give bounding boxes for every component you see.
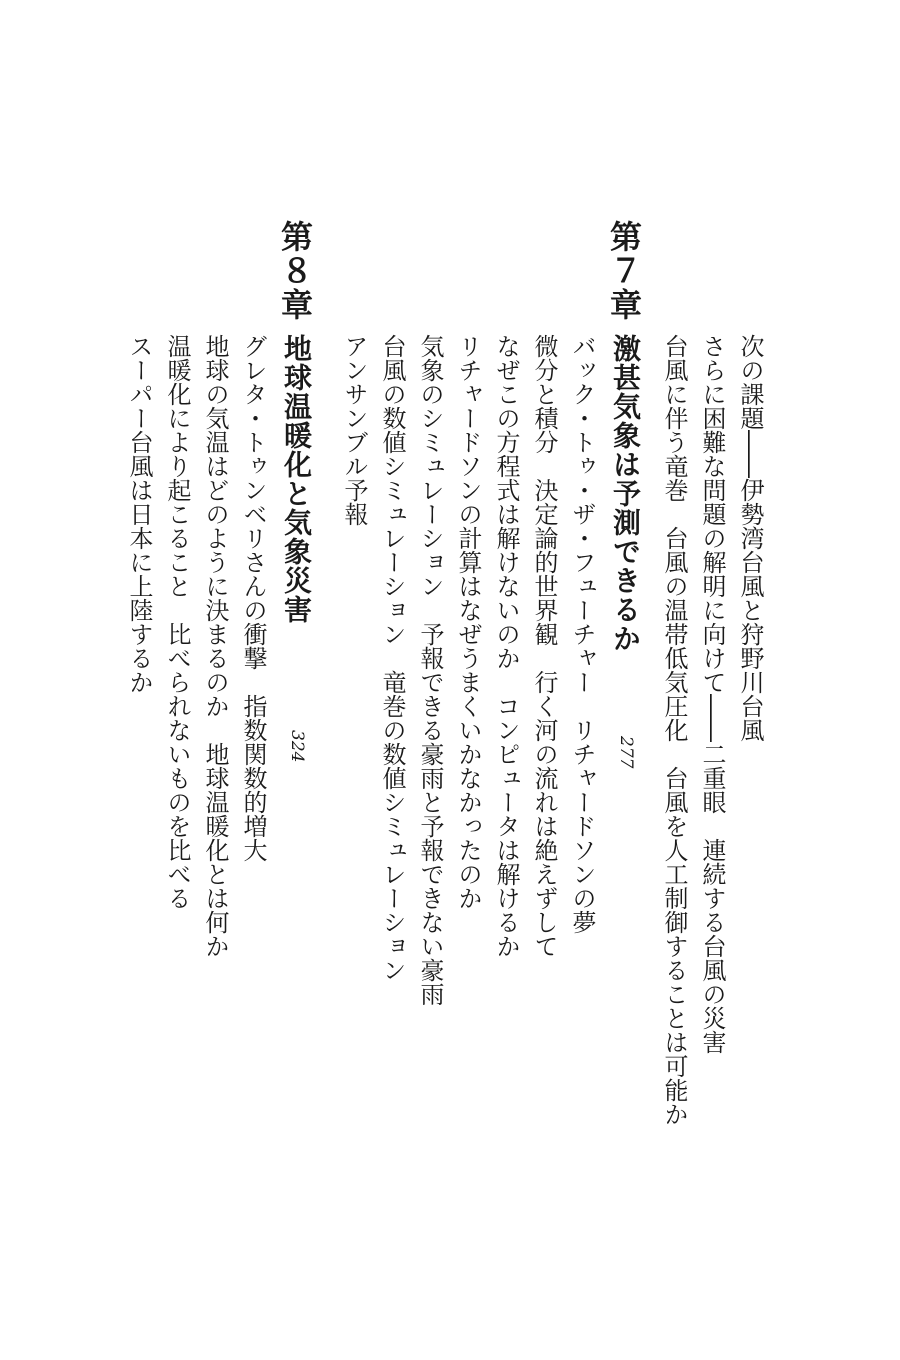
chapter-7-page-number: 277 bbox=[616, 736, 636, 769]
toc-line: 地球の気温はどのように決まるのか 地球温暖化とは何か bbox=[201, 334, 229, 958]
toc-line: 台風に伴う竜巻 台風の温帯低気圧化 台風を人工制御することは可能か bbox=[660, 334, 688, 1126]
toc-line: 微分と積分 決定論的世界観 行く河の流れは絶えずして bbox=[530, 334, 558, 958]
toc-line: さらに困難な問題の解明に向けて――二重眼 連続する台風の災害 bbox=[698, 334, 726, 1054]
chapter-8-page-number: 324 bbox=[287, 730, 307, 763]
toc-line: バック・トゥ・ザ・フューチャー リチャードソンの夢 bbox=[568, 334, 596, 934]
chapter-7-title: 激甚気象は予測できるか bbox=[609, 334, 642, 653]
chapter-8-number: 第８章 bbox=[276, 220, 314, 322]
chapter-8-title: 地球温暖化と気象災害 bbox=[280, 334, 313, 624]
toc-line: 温暖化により起こること 比べられないものを比べる bbox=[163, 334, 191, 910]
toc-line: リチャードソンの計算はなぜうまくいかなかったのか bbox=[454, 334, 482, 910]
chapter-7-number: 第７章 bbox=[605, 220, 643, 322]
toc-line: 台風の数値シミュレーション 竜巻の数値シミュレーション bbox=[378, 334, 406, 982]
toc-line: 気象のシミュレーション 予報できる豪雨と予報できない豪雨 bbox=[416, 334, 444, 1006]
toc-line: グレタ・トゥンベリさんの衝撃 指数関数的増大 bbox=[239, 334, 267, 862]
toc-line: スーパー台風は日本に上陸するか bbox=[125, 334, 153, 694]
toc-line: アンサンブル予報 bbox=[340, 334, 368, 526]
toc-line: 次の課題――伊勢湾台風と狩野川台風 bbox=[736, 334, 764, 742]
toc-line: なぜこの方程式は解けないのか コンピュータは解けるか bbox=[492, 334, 520, 958]
